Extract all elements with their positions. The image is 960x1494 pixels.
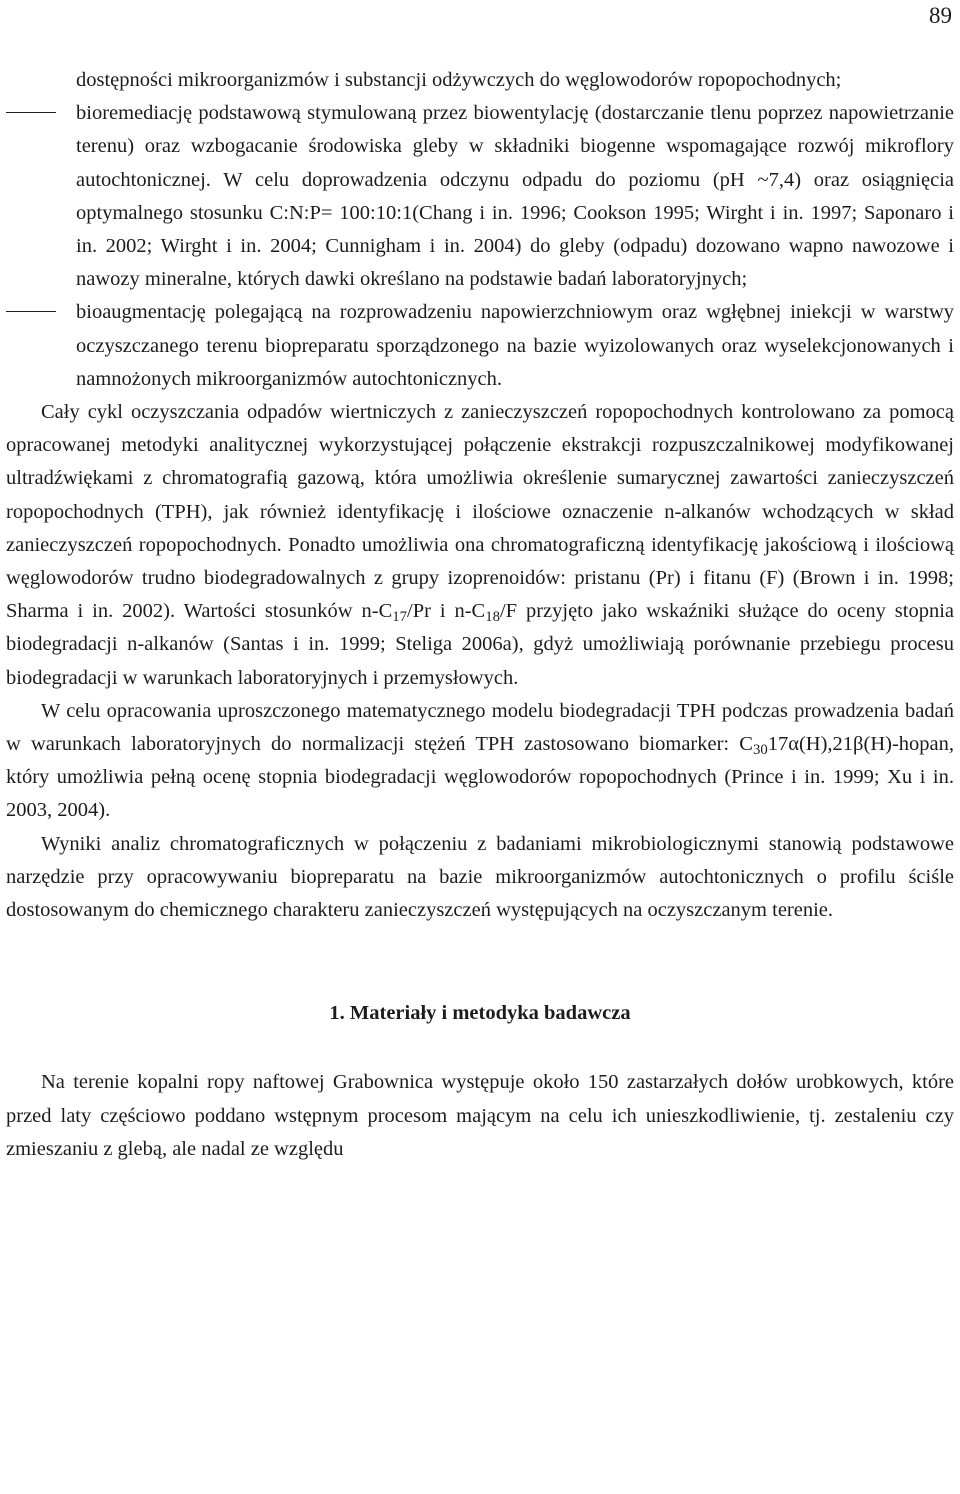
page-body xyxy=(6,64,954,1166)
subscript: 30 xyxy=(752,742,768,759)
paragraph-text: W celu opracowania uproszczonego matematycznego modelu biodegradacji TPH podczas prowadzenia badań w warunkach laboratoryjnych do normalizacji stężeń TPH zastosowano biomarker: C xyxy=(6,699,954,756)
page-number: 89 xyxy=(929,3,952,28)
list-item-bioremediation xyxy=(6,97,954,296)
list-item-text: bioaugmentację polegającą na rozprowadzeniu napowierzchniowym oraz wgłębnej iniekcji w warstwy oczyszczanego terenu biopreparatu sporządzonego na bazie wyizolowanych oraz wyselekcjonowanych i namnożonych mikroorganizmów autochtonicznych. xyxy=(76,301,954,390)
paragraph-biomarker xyxy=(6,695,954,828)
subscript: 18 xyxy=(485,609,500,626)
list-item-continuation: dostępności mikroorganizmów i substancji odżywczych do węglowodorów ropopochodnych; xyxy=(76,69,842,91)
dash-bullet-icon xyxy=(6,311,56,312)
paragraph-text: /F przyjęto jako wskaźniki służące do oceny stopnia biodegradacji n-alkanów (Santas i in. 1999; Steliga 2006a), gdyż umożliwiają porównanie przebiegu procesu biodegradacji w warunkach laboratoryjnych i przemysłowych. xyxy=(6,600,954,689)
paragraph-results: Wyniki analiz chromatograficznych w połączeniu z badaniami mikrobiologicznymi stanowią podstawowe narzędzie przy opracowywaniu biopreparatu na bazie mikroorganizmów autochtonicznych o profilu ściśle dostosowanym do chemicznego charakteru zanieczyszczeń występujących na oczyszczanym terenie. xyxy=(6,832,954,922)
section-heading: 1. Materiały i metodyka badawcza xyxy=(329,1002,631,1025)
list-item-text: bioremediację podstawową stymulowaną przez biowentylację (dostarczanie tlenu poprzez napowietrzanie terenu) oraz wzbogacanie środowiska gleby w składniki biogenne wspomagające rozwój mikroflory autochtonicznej. W celu doprowadzenia odczynu odpadu do poziomu (pH ~7,4) oraz osiągnięcia optymalnego stosunku C:N:P= 100:10:1(Chang i in. 1996; Cookson 1995; Wirght i in. 1997; Saponaro i in. 2002; Wirght i in. 2004; Cunnigham i in. 2004) do gleby (odpadu) dozowano wapno nawozowe i nawozy mineralne, których dawki określano na podstawie badań laboratoryjnych; xyxy=(76,102,954,291)
paragraph-text: 17α(H),21β(H)-hopan, który umożliwia pełną ocenę stopnia biodegradacji węglowodorów ropopochodnych (Prince i in. 1999; Xu i in. 2003, 2004). xyxy=(6,733,954,822)
paragraph-text: Cały cykl oczyszczania odpadów wiertniczych z zanieczyszczeń ropopochodnych kontrolowano za pomocą opracowanej metodyki analitycznej wykorzystującej połączenie ekstrakcji rozpuszczalnikowej modyfikowanej ultradźwiękami z chromatografią gazową, która umożliwia określenie sumarycznej zawartości zanieczyszczeń ropopochodnych (TPH), jak również identyfikację i ilościowe oznaczenie n-alkanów wchodzących w skład zanieczyszczeń ropopochodnych. Ponadto umożliwia ona chromatograficzną identyfikację jakościową i ilościową węglowodorów trudno biodegradowalnych z grupy izoprenoidów: pristanu (Pr) i fitanu (F) (Brown i in. 1998; Sharma i in. 2002). Wartości stosunków n-C xyxy=(6,401,954,623)
subscript: 17 xyxy=(392,609,407,626)
paragraph-site: Na terenie kopalni ropy naftowej Grabownica występuje około 150 zastarzałych dołów urobkowych, które przed laty częściowo poddano wstępnym procesom mającym na celu ich unieszkodliwienie, tj. zestaleniu czy zmieszaniu z glebą, ale nadal ze względu xyxy=(6,1071,954,1160)
paragraph-text: /Pr i n-C xyxy=(407,600,486,623)
paragraph-analytics xyxy=(6,396,954,695)
dash-bullet-icon xyxy=(6,112,56,113)
list-item-bioaugmentation xyxy=(6,296,954,396)
